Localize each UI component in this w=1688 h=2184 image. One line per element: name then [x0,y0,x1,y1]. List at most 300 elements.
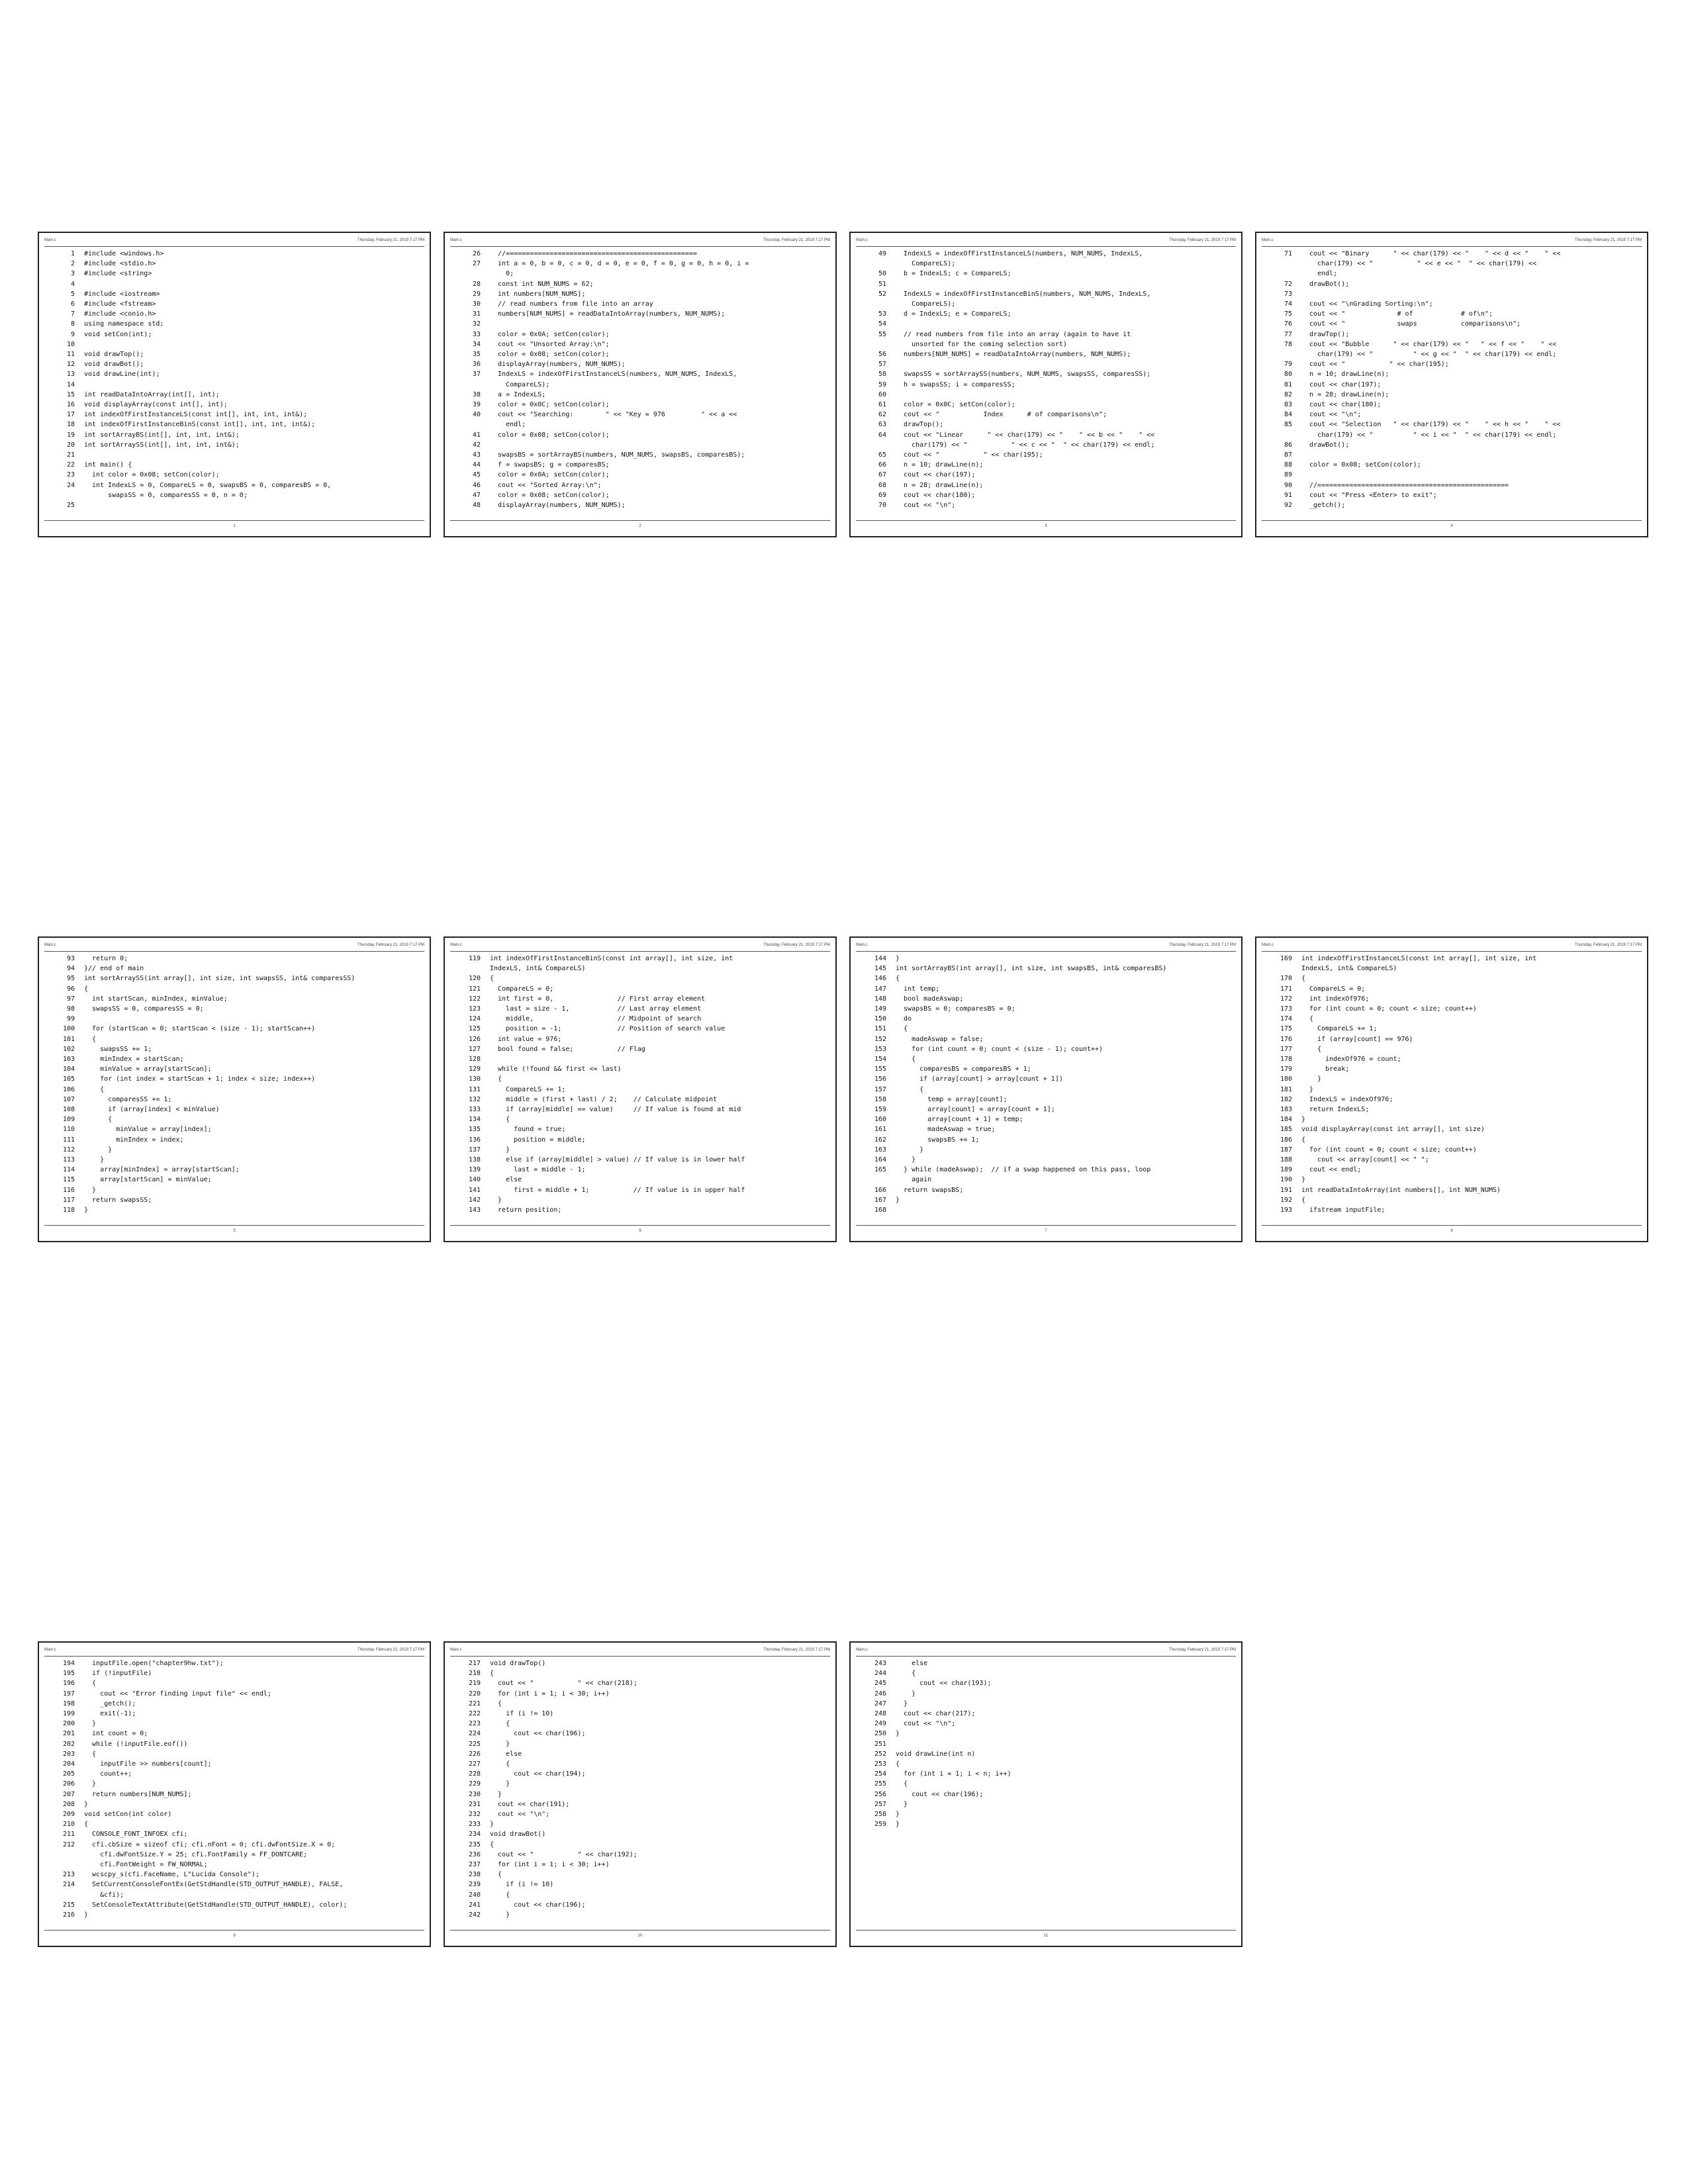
code-line [856,1749,1236,1759]
line-text: { [490,1075,502,1083]
code-line [44,249,424,259]
line-number: 96 [66,985,75,993]
code-line [44,1145,424,1155]
code-line [1262,349,1642,359]
line-text: int sortArrayBS(int[], int, int, int&); [84,431,240,439]
code-line [856,450,1236,460]
line-number: 26 [472,250,481,257]
code-line [1262,269,1642,279]
line-number: 146 [874,975,886,983]
code-line [856,1165,1236,1175]
line-number: 188 [1280,1156,1292,1164]
code-line [1262,480,1642,490]
line-number: 4 [70,280,75,288]
line-text: cout << "Binary " << char(179) << " " << d << " " << [1301,250,1561,257]
line-text: int main() { [84,461,132,469]
line-number: 12 [66,361,75,369]
code-line [1262,440,1642,450]
code-line [44,460,424,470]
code-line [450,1709,830,1719]
line-text: void drawTop() [490,1660,546,1667]
line-number: 220 [468,1690,481,1698]
line-text: void drawLine(int); [84,371,160,379]
line-text [1301,450,1642,460]
line-text: { [896,975,900,983]
line-text: else [490,1176,522,1184]
line-text: cout << "Sorted Array:\n"; [490,481,602,489]
header-filename: Main.c [44,1648,56,1652]
line-text: cfi.dwFontSize.Y = 25; cfi.FontFamily = FF_DONTCARE; [84,1850,308,1858]
line-number: 212 [62,1841,75,1848]
page-number: 4 [1450,524,1453,528]
code-line [856,380,1236,390]
line-text [490,1054,830,1064]
code-line [450,309,830,319]
line-number: 226 [468,1750,481,1758]
line-number: 219 [468,1680,481,1688]
line-number: 194 [62,1660,75,1667]
code-line [44,259,424,269]
line-number: 224 [468,1730,481,1738]
code-line [1262,1014,1642,1024]
line-number: 186 [1280,1136,1292,1144]
line-text: middle = (first + last) / 2; // Calculate midpoint [490,1095,718,1103]
line-text: int numbers[NUM_NUMS]; [490,290,586,298]
line-number: 153 [874,1045,886,1053]
line-number [1262,349,1301,359]
line-number: 227 [468,1760,481,1768]
line-number: 247 [874,1700,886,1707]
code-line [44,309,424,319]
page-header [856,1647,1236,1656]
line-text: exit(-1); [84,1710,136,1718]
code-line [1262,1205,1642,1215]
code-line [450,1719,830,1729]
line-text: } [896,1821,900,1829]
line-number: 208 [62,1800,75,1808]
line-text: break; [1301,1066,1350,1073]
code-line [1262,1175,1642,1185]
line-text: int readDataIntoArray(int[], int); [84,390,220,398]
code-line [44,1195,424,1205]
line-number: 73 [1284,290,1292,298]
code-listing [450,249,830,518]
line-number: 173 [1280,1005,1292,1013]
line-number: 16 [66,401,75,409]
line-number: 3 [70,270,75,278]
code-line [44,430,424,440]
line-number: 19 [66,431,75,439]
line-text: { [490,1841,494,1848]
line-text: swapsSS = sortArraySS(numbers, NUM_NUMS, swapsSS, comparesSS); [896,371,1151,379]
line-number: 209 [62,1811,75,1819]
line-number: 11 [66,351,75,359]
code-line [450,1124,830,1134]
code-line [856,400,1236,410]
line-number: 255 [874,1780,886,1788]
code-line [1262,1004,1642,1014]
line-number: 177 [1280,1045,1292,1053]
line-text: // read numbers from file into an array (again to have it [896,330,1131,338]
line-text: bool madeAswap; [896,995,964,1003]
code-line [44,1829,424,1839]
line-text: } [896,1156,916,1164]
code-line [856,430,1236,440]
code-line [856,390,1236,400]
code-line [450,299,830,309]
code-line [44,1759,424,1769]
line-number: 171 [1280,985,1292,993]
line-number: 25 [66,502,75,510]
line-number: 180 [1280,1075,1292,1083]
code-line [856,1004,1236,1014]
line-text: { [490,1760,510,1768]
line-text: color = 0x08; setCon(color); [1301,461,1421,469]
code-line [450,249,830,259]
line-number: 140 [468,1176,481,1184]
line-text: swapsBS = sortArrayBS(numbers, NUM_NUMS, swapsBS, comparesBS); [490,451,745,459]
line-number: 99 [66,1015,75,1023]
page-header [450,942,830,951]
header-rule [450,246,830,247]
code-listing [450,954,830,1222]
line-text: cout << " " << char(195); [896,451,1043,459]
line-text: while (!found && first <= last) [490,1066,622,1073]
header-rule [856,951,1236,952]
page-header [44,237,424,246]
line-text: } [896,1146,924,1154]
code-line [450,490,830,500]
line-number: 60 [878,390,886,398]
header-date: Thursday, February 21, 2019 7:17 PM [1169,943,1236,947]
line-text: minIndex = index; [84,1136,184,1144]
page-header [1262,237,1642,246]
code-line [856,1729,1236,1739]
line-text: } [896,1690,916,1698]
code-line [44,279,424,289]
line-number: 65 [878,451,886,459]
line-text: } [84,1720,97,1728]
line-text: char(179) << " " << c << " " << char(179) << endl; [896,441,1155,449]
line-text: { [84,1750,97,1758]
line-number: 119 [468,955,481,962]
code-line [856,1044,1236,1054]
line-text: } [84,1156,105,1164]
line-text: int a = 0, b = 0, c = 0, d = 0, e = 0, f = 0, g = 0, h = 0, i = [490,260,749,268]
header-rule [450,951,830,952]
line-text: cfi.cbSize = sizeof cfi; cfi.nFont = 0; cfi.dwFontSize.X = 0; [84,1841,336,1848]
line-number: 9 [70,330,75,338]
code-line [450,1054,830,1064]
code-line [44,1085,424,1095]
line-text: } [490,1196,502,1204]
line-text: }// end of main [84,965,144,973]
line-number: 231 [468,1800,481,1808]
line-number: 54 [878,320,886,328]
line-number: 41 [472,431,481,439]
line-number: 112 [62,1146,75,1154]
line-number [1262,964,1301,974]
header-rule [1262,246,1642,247]
code-line [856,1819,1236,1829]
code-line [856,410,1236,420]
line-text: int startScan, minIndex, minValue; [84,995,228,1003]
code-line [856,964,1236,974]
line-text: { [84,985,89,993]
line-text: ifstream inputFile; [1301,1206,1385,1214]
line-text: cout << "\nGrading Sorting:\n"; [1301,300,1433,308]
line-number: 36 [472,361,481,369]
line-text: { [896,1670,916,1678]
line-text: } [84,1780,97,1788]
line-text: numbers[NUM_NUMS] = readDataIntoArray(numbers, NUM_NUMS); [896,351,1131,359]
line-number: 70 [878,502,886,510]
code-line [44,470,424,480]
line-number: 237 [468,1861,481,1869]
line-text: color = 0x0C; setCon(color); [896,401,1015,409]
code-page [444,232,837,537]
line-number: 214 [62,1881,75,1889]
code-line [450,279,830,289]
code-line [450,349,830,359]
footer-rule [856,1225,1236,1226]
page-number: 11 [1043,1934,1049,1938]
line-number: 137 [468,1146,481,1154]
line-text: CompareLS = 0; [490,985,554,993]
line-text: IndexLS = indexOfFirstInstanceBinS(numbers, NUM_NUMS, IndexLS, [896,290,1151,298]
line-text: #include <fstream> [84,300,156,308]
line-text: IndexLS = indexOf976; [1301,1095,1393,1103]
code-line [44,1890,424,1900]
line-text: again [896,1176,932,1184]
code-listing [1262,249,1642,518]
line-text: color = 0x0C; setCon(color); [490,401,610,409]
line-number: 254 [874,1770,886,1778]
line-number: 246 [874,1690,886,1698]
line-text: b = IndexLS; c = CompareLS; [896,270,1011,278]
code-page [444,1641,837,1947]
line-number: 29 [472,290,481,298]
code-line [44,1779,424,1789]
line-text: void drawBot(); [84,361,144,369]
code-line [44,1699,424,1709]
line-number: 79 [1284,361,1292,369]
code-line [450,1678,830,1688]
line-number: 21 [66,451,75,459]
line-number: 35 [472,351,481,359]
line-text: found = true; [490,1126,566,1134]
code-line [44,1739,424,1749]
line-text [896,359,1236,369]
line-text: { [490,1891,510,1899]
header-filename: Main.c [44,238,56,242]
line-text: if (i != 10) [490,1881,554,1889]
line-number: 256 [874,1790,886,1798]
line-text: indexOf976 = count; [1301,1056,1401,1064]
line-text: { [84,1035,97,1043]
line-number: 20 [66,441,75,449]
code-line [856,1014,1236,1024]
line-text: int color = 0x08; setCon(color); [84,471,220,479]
line-text: madeAswap = false; [896,1035,984,1043]
line-number: 203 [62,1750,75,1758]
page-number: 7 [1045,1229,1047,1233]
line-number: 125 [468,1025,481,1033]
line-text: f = swapsBS; g = comparesBS; [490,461,610,469]
line-number [44,1860,84,1870]
code-line [1262,400,1642,410]
code-line [1262,279,1642,289]
line-number: 102 [62,1045,75,1053]
line-number: 128 [468,1056,481,1064]
line-text: int sortArrayBS(int array[], int size, int swapsBS, int& comparesBS) [896,965,1167,973]
line-text: cout << char(196); [490,1901,586,1909]
line-text: void setCon(int color) [84,1811,172,1819]
line-text: _getch(); [1301,502,1346,510]
line-number: 167 [874,1196,886,1204]
header-date: Thursday, February 21, 2019 7:17 PM [763,1648,830,1652]
line-number: 51 [878,280,886,288]
line-number: 232 [468,1811,481,1819]
code-line [44,390,424,400]
code-line [856,330,1236,340]
code-line [856,1678,1236,1688]
line-text: SetConsoleTextAttribute(GetStdHandle(STD_OUTPUT_HANDLE), color); [84,1901,348,1909]
line-text: cout << " " << char(192); [490,1850,637,1858]
line-number: 192 [1280,1196,1292,1204]
code-line [1262,319,1642,329]
line-number: 123 [468,1005,481,1013]
line-number: 197 [62,1690,75,1698]
code-line [450,480,830,490]
line-text: for (startScan = 0; startScan < (size - 1); startScan++) [84,1025,316,1033]
code-line [856,1699,1236,1709]
code-line [44,1115,424,1124]
line-text: CompareLS); [896,260,956,268]
line-number: 48 [472,502,481,510]
line-text: cout << char(217); [896,1710,976,1718]
line-text: cout << "Linear " << char(179) << " " << b << " " << [896,431,1155,439]
line-text: drawBot(); [1301,441,1350,449]
code-line [44,1910,424,1920]
line-number: 242 [468,1911,481,1919]
line-number: 238 [468,1871,481,1879]
line-number: 149 [874,1005,886,1013]
code-page [38,936,431,1242]
code-page [38,232,431,537]
code-line [44,1155,424,1165]
code-line [44,1900,424,1910]
line-number: 239 [468,1881,481,1889]
line-text: swapsSS = 0, comparesSS = 0; [84,1005,204,1013]
code-line [1262,1155,1642,1165]
code-line [44,1014,424,1024]
line-text: n = 28; drawLine(n); [1301,390,1389,398]
code-line [450,1095,830,1105]
code-line [856,319,1236,329]
line-number: 27 [472,260,481,268]
line-text: #include <iostream> [84,290,160,298]
code-line [1262,390,1642,400]
line-number: 228 [468,1770,481,1778]
line-text: color = 0x08; setCon(color); [490,431,610,439]
line-number: 241 [468,1901,481,1909]
line-number: 132 [468,1095,481,1103]
line-number: 175 [1280,1025,1292,1033]
line-text: return swapsBS; [896,1186,964,1194]
code-listing [450,1659,830,1927]
line-text: } [490,1780,510,1788]
code-line [450,1890,830,1900]
code-line [450,1689,830,1699]
line-text: endl; [1301,270,1338,278]
line-number: 53 [878,310,886,318]
line-text: do [896,1015,912,1023]
header-date: Thursday, February 21, 2019 7:17 PM [357,238,424,242]
line-text: { [490,1670,494,1678]
line-text: cout << "Unsorted Array:\n"; [490,340,610,348]
code-line [450,440,830,450]
header-date: Thursday, February 21, 2019 7:17 PM [763,238,830,242]
line-number: 184 [1280,1116,1292,1124]
line-number: 82 [1284,390,1292,398]
line-text [896,279,1236,289]
line-number [856,440,896,450]
line-text: n = 10; drawLine(n); [896,461,984,469]
line-number: 56 [878,351,886,359]
line-number: 95 [66,975,75,983]
code-line [44,1185,424,1195]
line-number: 141 [468,1186,481,1194]
line-text: { [1301,1136,1306,1144]
line-number: 124 [468,1015,481,1023]
code-page [38,1641,431,1947]
line-number: 68 [878,481,886,489]
line-text: } [896,955,900,962]
line-text: else [490,1750,522,1758]
code-line [856,1085,1236,1095]
code-line [44,349,424,359]
line-text: { [490,1116,510,1124]
line-number: 74 [1284,300,1292,308]
line-text: //================================================ [1301,481,1509,489]
line-number: 187 [1280,1146,1292,1154]
line-text: cout << " swaps comparisons\n"; [1301,320,1521,328]
line-number: 236 [468,1850,481,1858]
line-number: 196 [62,1680,75,1688]
line-number: 135 [468,1126,481,1134]
line-number: 80 [1284,371,1292,379]
line-number: 94 [66,965,75,973]
line-number: 131 [468,1085,481,1093]
line-number: 109 [62,1116,75,1124]
line-number: 206 [62,1780,75,1788]
code-line [856,1799,1236,1809]
line-text [84,279,424,289]
line-text: cout << char(180); [1301,401,1382,409]
line-number: 44 [472,461,481,469]
code-line [450,1840,830,1850]
code-line [44,359,424,369]
line-text: middle, // Midpoint of search [490,1015,702,1023]
line-text: { [490,1871,502,1879]
line-number: 244 [874,1670,886,1678]
code-line [450,1860,830,1870]
line-text [1301,470,1642,480]
code-line [856,1124,1236,1134]
code-line [1262,1095,1642,1105]
page-number: 2 [639,524,641,528]
